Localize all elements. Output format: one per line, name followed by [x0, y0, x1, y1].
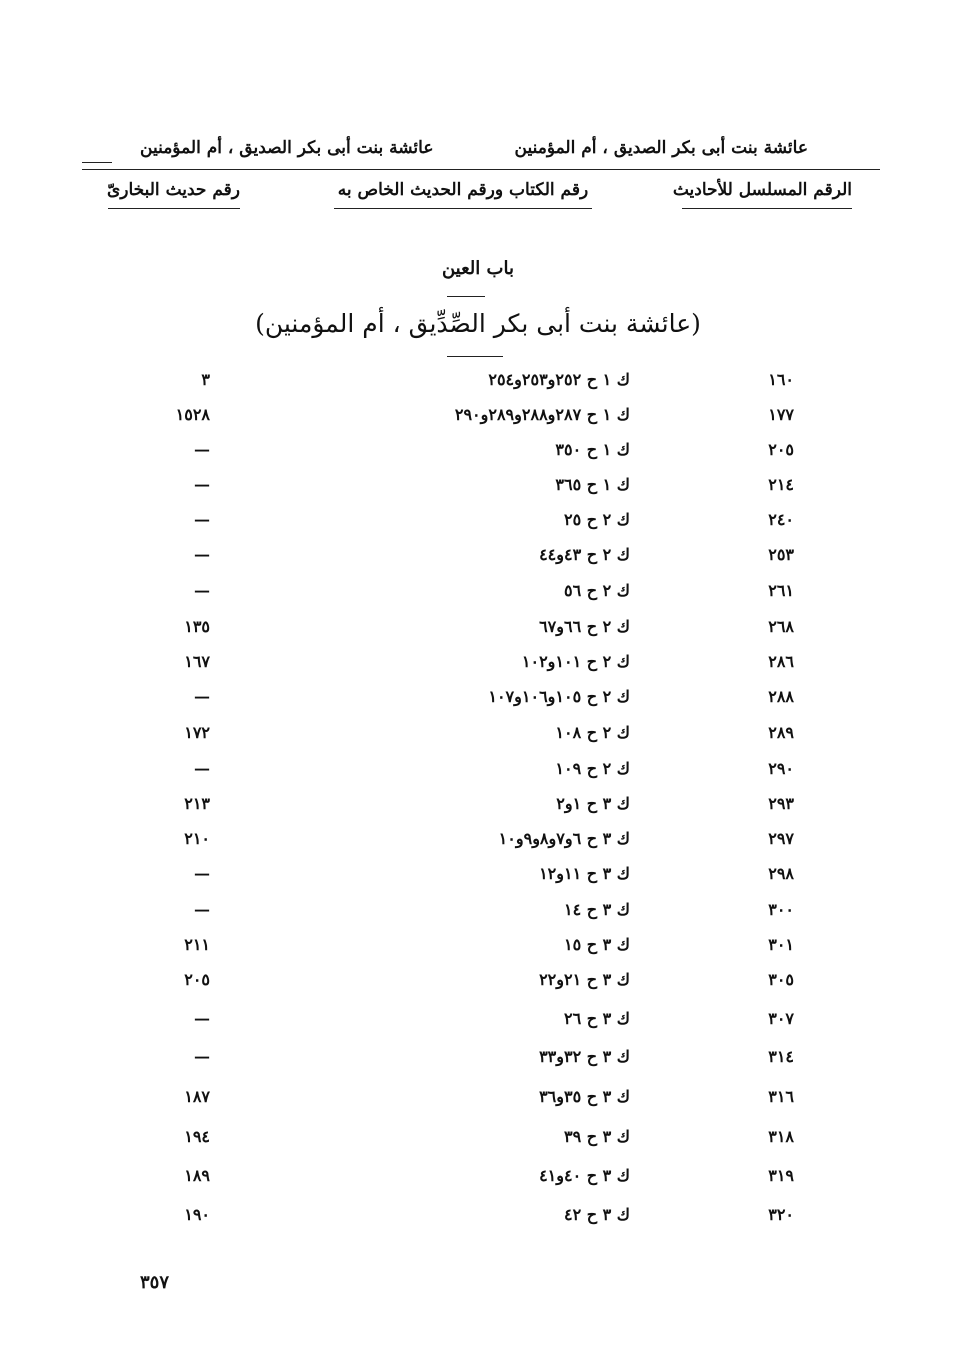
bukhari-cell: —: [194, 440, 210, 459]
table-row: [0, 1127, 956, 1157]
table-row: [0, 1087, 956, 1117]
serial-cell: ٣٠٠: [768, 900, 794, 919]
running-title-left: عائشة بنت أبى بكر الصديق ، أم المؤمنين: [140, 138, 434, 158]
serial-cell: ٢٦١: [768, 581, 794, 600]
reference-cell: ك ٣ ح ٣٩: [563, 1127, 630, 1146]
reference-cell: ك ٢ ح ١٠٨: [555, 723, 630, 742]
reference-cell: ك ٣ ح ٦و٧و٨و٩و١٠: [498, 829, 630, 848]
reference-cell: ك ١ ح ٣٦٥: [555, 475, 630, 494]
bukhari-cell: —: [194, 687, 210, 706]
table-row: [0, 652, 956, 682]
reference-cell: ك ٢ ح ١٠١و١٠٢: [521, 652, 630, 671]
serial-cell: ٣١٤: [768, 1047, 794, 1066]
chapter-rule: [447, 296, 485, 297]
bukhari-cell: —: [194, 475, 210, 494]
table-row: [0, 1047, 956, 1077]
reference-cell: ك ٢ ح ٢٥: [563, 510, 630, 529]
serial-cell: ٣٠١: [768, 935, 794, 954]
chapter-title: باب العين: [441, 258, 514, 279]
serial-cell: ٣٠٥: [768, 970, 794, 989]
reference-cell: ك ١ ح ٢٨٧و٢٨٨و٢٨٩و٢٩٠: [454, 405, 630, 424]
section-title: (عائشة بنت أبى بكر الصِّدِّيق ، أم المؤمنين): [255, 309, 701, 338]
bukhari-cell: ٢١١: [184, 935, 210, 954]
table-row: [0, 794, 956, 824]
serial-cell: ٢١٤: [768, 475, 794, 494]
table-row: [0, 829, 956, 859]
serial-cell: ٣٢٠: [768, 1205, 794, 1224]
serial-cell: ٣١٩: [768, 1166, 794, 1185]
column-header-reference: رقم الكتاب ورقم الحديث الخاص به: [334, 180, 592, 209]
table-row: [0, 370, 956, 400]
page-number: ٣٥٧: [140, 1272, 170, 1293]
reference-cell: ك ١ ح ٢٥٢و٢٥٣و٢٥٤: [488, 370, 630, 389]
reference-cell: ك ٣ ح ١١و١٢: [539, 864, 630, 883]
bukhari-cell: —: [194, 759, 210, 778]
table-row: [0, 545, 956, 575]
section-rule: [447, 356, 503, 357]
table-row: [0, 900, 956, 930]
bukhari-cell: ٣: [201, 370, 210, 389]
running-title-right: عائشة بنت أبى بكر الصديق ، أم المؤمنين: [514, 138, 808, 158]
serial-cell: ١٧٧: [768, 405, 794, 424]
bukhari-cell: —: [194, 1047, 210, 1066]
reference-cell: ك ٢ ح ١٠٥و١٠٦و١٠٧: [488, 687, 630, 706]
table-row: [0, 970, 956, 1000]
reference-cell: ك ٣ ح ١٥: [563, 935, 630, 954]
serial-cell: ٢٨٦: [768, 652, 794, 671]
table-row: [0, 617, 956, 647]
bukhari-cell: ١٥٢٨: [175, 405, 210, 424]
table-row: [0, 1166, 956, 1196]
serial-cell: ٣١٦: [768, 1087, 794, 1106]
bukhari-cell: ١٦٧: [184, 652, 210, 671]
reference-cell: ك ٣ ح ٢٦: [563, 1009, 630, 1028]
bukhari-cell: —: [194, 510, 210, 529]
reference-cell: ك ٢ ح ٥٦: [563, 581, 630, 600]
serial-cell: ٢٩٣: [768, 794, 794, 813]
serial-cell: ٣٠٧: [768, 1009, 794, 1028]
table-row: [0, 759, 956, 789]
serial-cell: ٢٤٠: [768, 510, 794, 529]
column-header-serial: الرقم المسلسل للأحاديث: [682, 180, 852, 209]
bukhari-cell: ١٨٧: [184, 1087, 210, 1106]
bukhari-cell: ٢١٠: [184, 829, 210, 848]
serial-cell: ٢٠٥: [768, 440, 794, 459]
reference-cell: ك ١ ح ٣٥٠: [555, 440, 630, 459]
reference-cell: ك ٣ ح ٤٠و٤١: [539, 1166, 630, 1185]
bukhari-cell: —: [194, 581, 210, 600]
table-row: [0, 935, 956, 965]
reference-cell: ك ٣ ح ٣٢و٣٣: [539, 1047, 630, 1066]
reference-cell: ك ٣ ح ٣٥و٣٦: [539, 1087, 630, 1106]
reference-cell: ك ٢ ح ٤٣و٤٤: [539, 545, 630, 564]
table-row: [0, 864, 956, 894]
table-row: [0, 440, 956, 470]
reference-cell: ك ٣ ح ٢١و٢٢: [539, 970, 630, 989]
column-header-bukhari: رقم حديث البخارىّ: [108, 180, 240, 209]
reference-cell: ك ٢ ح ١٠٩: [555, 759, 630, 778]
table-row: [0, 475, 956, 505]
bukhari-cell: ٢٠٥: [184, 970, 210, 989]
reference-cell: ك ٢ ح ٦٦و٦٧: [539, 617, 630, 636]
bukhari-cell: ١٨٩: [184, 1166, 210, 1185]
table-row: [0, 581, 956, 611]
bukhari-cell: ١٩٠: [184, 1205, 210, 1224]
bukhari-cell: ٢١٣: [184, 794, 210, 813]
header-rule-short: [82, 162, 112, 163]
bukhari-cell: —: [194, 1009, 210, 1028]
table-row: [0, 1205, 956, 1235]
reference-cell: ك ٣ ح ٤٢: [563, 1205, 630, 1224]
bukhari-cell: ١٧٢: [184, 723, 210, 742]
bukhari-cell: —: [194, 864, 210, 883]
reference-cell: ك ٣ ح ١٤: [563, 900, 630, 919]
serial-cell: ٢٦٨: [768, 617, 794, 636]
header-rule: [82, 169, 880, 170]
bukhari-cell: ١٣٥: [184, 617, 210, 636]
table-row: [0, 510, 956, 540]
table-row: [0, 687, 956, 717]
table-row: [0, 405, 956, 435]
reference-cell: ك ٣ ح ١و٢: [556, 794, 630, 813]
bukhari-cell: —: [194, 545, 210, 564]
serial-cell: ٢٨٩: [768, 723, 794, 742]
serial-cell: ٢٩٧: [768, 829, 794, 848]
table-row: [0, 1009, 956, 1039]
serial-cell: ٢٥٣: [768, 545, 794, 564]
serial-cell: ٣١٨: [768, 1127, 794, 1146]
serial-cell: ٢٩٠: [768, 759, 794, 778]
serial-cell: ٢٩٨: [768, 864, 794, 883]
bukhari-cell: ١٩٤: [184, 1127, 210, 1146]
bukhari-cell: —: [194, 900, 210, 919]
serial-cell: ٢٨٨: [768, 687, 794, 706]
serial-cell: ١٦٠: [768, 370, 794, 389]
table-row: [0, 723, 956, 753]
